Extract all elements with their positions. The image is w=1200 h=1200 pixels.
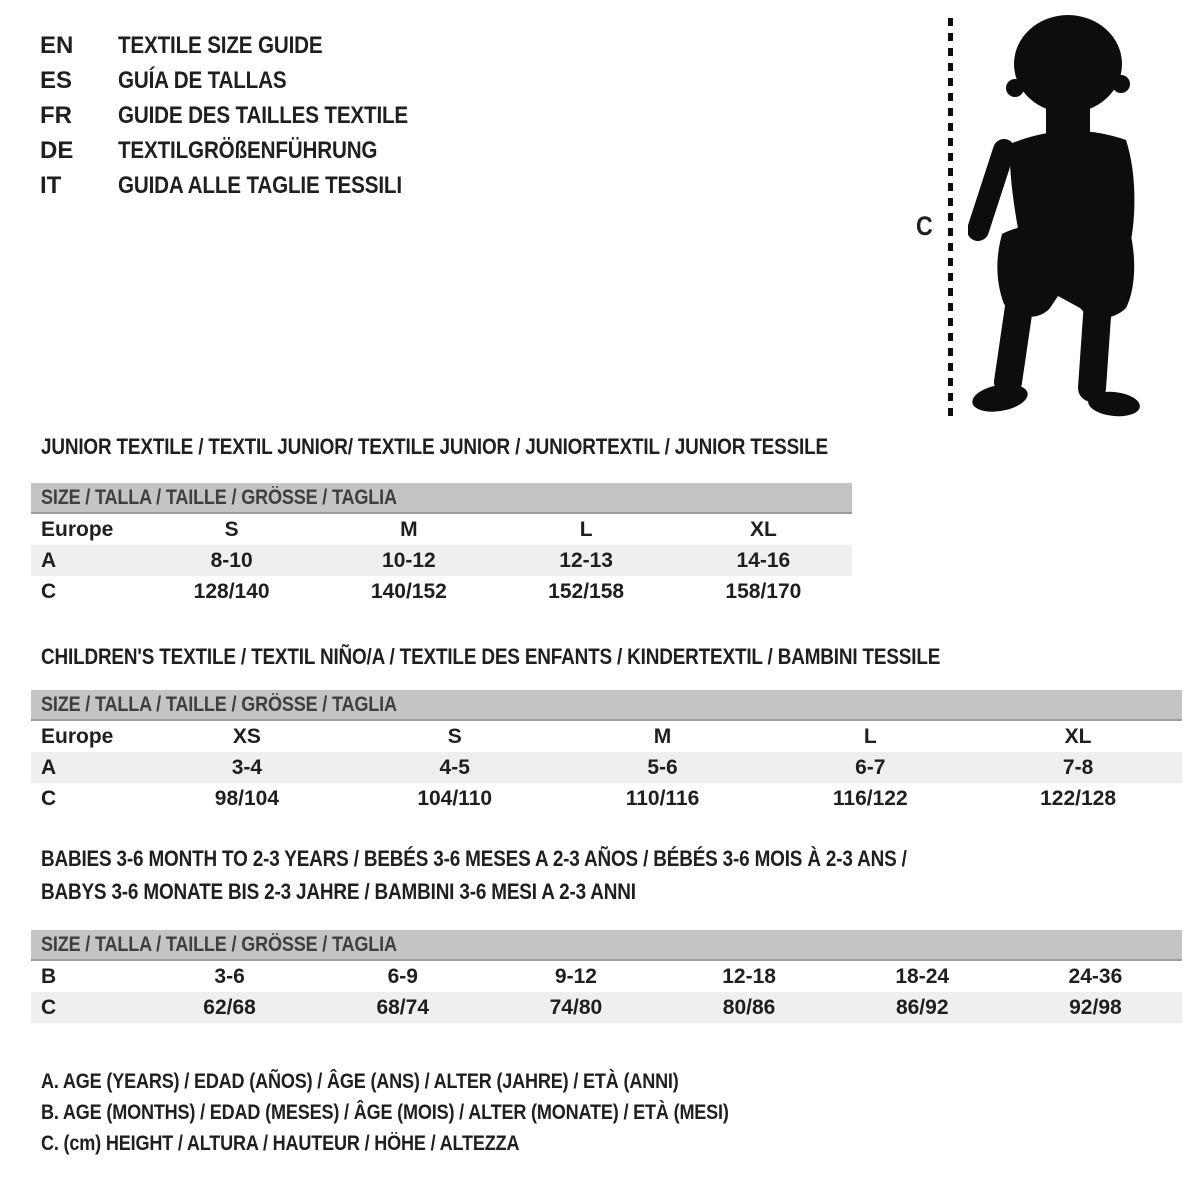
table-row xyxy=(31,783,1182,814)
table-cell: S xyxy=(224,518,239,541)
language-code: FR xyxy=(40,101,72,129)
table-cell: 7-8 xyxy=(1062,756,1094,779)
language-row xyxy=(40,63,455,98)
table-row xyxy=(31,576,852,607)
table-cell: 110/116 xyxy=(625,787,700,810)
table-cell: 8-10 xyxy=(210,549,253,572)
table-cell: 116/122 xyxy=(832,787,908,810)
height-measure-label: C xyxy=(916,211,933,241)
table-cell: L xyxy=(863,725,877,748)
table-cell: 92/98 xyxy=(1069,996,1122,1019)
table-cell: 74/80 xyxy=(549,996,603,1019)
language-title-list xyxy=(40,28,455,203)
size-header-label: SIZE / TALLA / TAILLE / GRÖSSE / TAGLIA xyxy=(41,932,397,956)
table-cell: 104/110 xyxy=(417,787,493,810)
table-cell: 6-9 xyxy=(387,965,418,988)
table-cell: XL xyxy=(1064,725,1092,748)
table-cell: M xyxy=(653,725,672,748)
row-label: Europe xyxy=(41,518,114,541)
language-row xyxy=(40,28,455,63)
table-cell: 6-7 xyxy=(855,756,886,779)
table-cell: 14-16 xyxy=(736,549,791,572)
height-measure-dashed-line xyxy=(948,18,953,416)
language-code: EN xyxy=(40,31,74,59)
table-cell: 152/158 xyxy=(548,580,625,603)
language-code: ES xyxy=(40,66,73,94)
row-label: A xyxy=(41,549,57,572)
legend-age-months: B. AGE (MONTHS) / EDAD (MESES) / ÂGE (MOIS) / ALTER (MONATE) / ETÀ (MESI) xyxy=(41,1101,729,1124)
table-cell: M xyxy=(400,518,418,541)
language-row xyxy=(40,168,455,203)
section-title: CHILDREN'S TEXTILE / TEXTIL NIÑO/A / TEXTILE DES ENFANTS / KINDERTEXTIL / BAMBINI TESSILE xyxy=(41,644,941,669)
size-header-bar xyxy=(31,690,1182,721)
table-cell: 158/170 xyxy=(725,580,802,603)
table-row xyxy=(31,961,1182,992)
junior-size-table xyxy=(31,514,852,607)
table-cell: 10-12 xyxy=(382,549,436,572)
table-cell: XL xyxy=(749,518,777,541)
children-size-table xyxy=(31,721,1182,814)
legend-age-years: A. AGE (YEARS) / EDAD (AÑOS) / ÂGE (ANS) / ALTER (JAHRE) / ETÀ (ANNI) xyxy=(41,1070,679,1093)
language-row xyxy=(40,133,455,168)
table-row xyxy=(31,514,852,545)
babies-size-table xyxy=(31,961,1182,1023)
table-cell: 12-13 xyxy=(559,549,613,572)
table-cell: 68/74 xyxy=(376,996,430,1019)
section-title: JUNIOR TEXTILE / TEXTIL JUNIOR/ TEXTILE JUNIOR / JUNIORTEXTIL / JUNIOR TESSILE xyxy=(41,434,828,459)
row-label: B xyxy=(41,965,57,988)
row-label: C xyxy=(41,996,57,1019)
row-label: A xyxy=(41,756,57,779)
table-cell: 3-6 xyxy=(214,965,245,988)
section-title: BABIES 3-6 MONTH TO 2-3 YEARS / BEBÉS 3-6 MESES A 2-3 AÑOS / BÉBÉS 3-6 MOIS À 2-3 ANS / xyxy=(41,846,907,871)
size-header-label: SIZE / TALLA / TAILLE / GRÖSSE / TAGLIA xyxy=(41,485,397,509)
language-code: DE xyxy=(40,136,74,164)
table-cell: 18-24 xyxy=(895,965,950,988)
table-row xyxy=(31,545,852,576)
table-cell: 5-6 xyxy=(647,756,678,779)
guide-title: GUIDA ALLE TAGLIE TESSILI xyxy=(118,171,402,199)
size-header-label: SIZE / TALLA / TAILLE / GRÖSSE / TAGLIA xyxy=(41,692,397,716)
language-row xyxy=(40,98,455,133)
row-label: C xyxy=(41,580,57,603)
guide-title: GUIDE DES TAILLES TEXTILE xyxy=(118,101,409,129)
table-cell: 86/92 xyxy=(895,996,949,1019)
row-label: C xyxy=(41,787,57,810)
size-header-bar xyxy=(31,930,1182,961)
row-label: Europe xyxy=(41,725,114,748)
table-row xyxy=(31,992,1182,1023)
table-cell: 62/68 xyxy=(203,996,256,1019)
guide-title: TEXTILE SIZE GUIDE xyxy=(118,31,323,59)
table-cell: S xyxy=(447,725,462,748)
table-cell: 98/104 xyxy=(214,787,280,810)
size-header-bar xyxy=(31,483,852,514)
table-cell: 24-36 xyxy=(1068,965,1123,988)
guide-title: TEXTILGRÖßENFÜHRUNG xyxy=(118,136,378,164)
measure-legend xyxy=(41,1066,841,1159)
table-cell: 4-5 xyxy=(439,756,470,779)
table-cell: L xyxy=(579,518,593,541)
table-cell: 3-4 xyxy=(231,756,263,779)
table-cell: 128/140 xyxy=(193,580,270,603)
section-title-line2: BABYS 3-6 MONATE BIS 2-3 JAHRE / BAMBINI 3-6 MESI A 2-3 ANNI xyxy=(41,879,636,904)
table-cell: XS xyxy=(232,725,261,748)
legend-height-cm: C. (cm) HEIGHT / ALTURA / HAUTEUR / HÖHE / ALTEZZA xyxy=(41,1132,520,1155)
language-code: IT xyxy=(40,171,62,199)
table-cell: 9-12 xyxy=(554,965,597,988)
toddler-silhouette-image xyxy=(968,12,1140,417)
table-row xyxy=(31,721,1182,752)
guide-title: GUÍA DE TALLAS xyxy=(118,66,287,94)
table-cell: 140/152 xyxy=(370,580,447,603)
table-cell: 12-18 xyxy=(722,965,776,988)
table-cell: 80/86 xyxy=(722,996,776,1019)
table-cell: 122/128 xyxy=(1040,787,1117,810)
table-row xyxy=(31,752,1182,783)
